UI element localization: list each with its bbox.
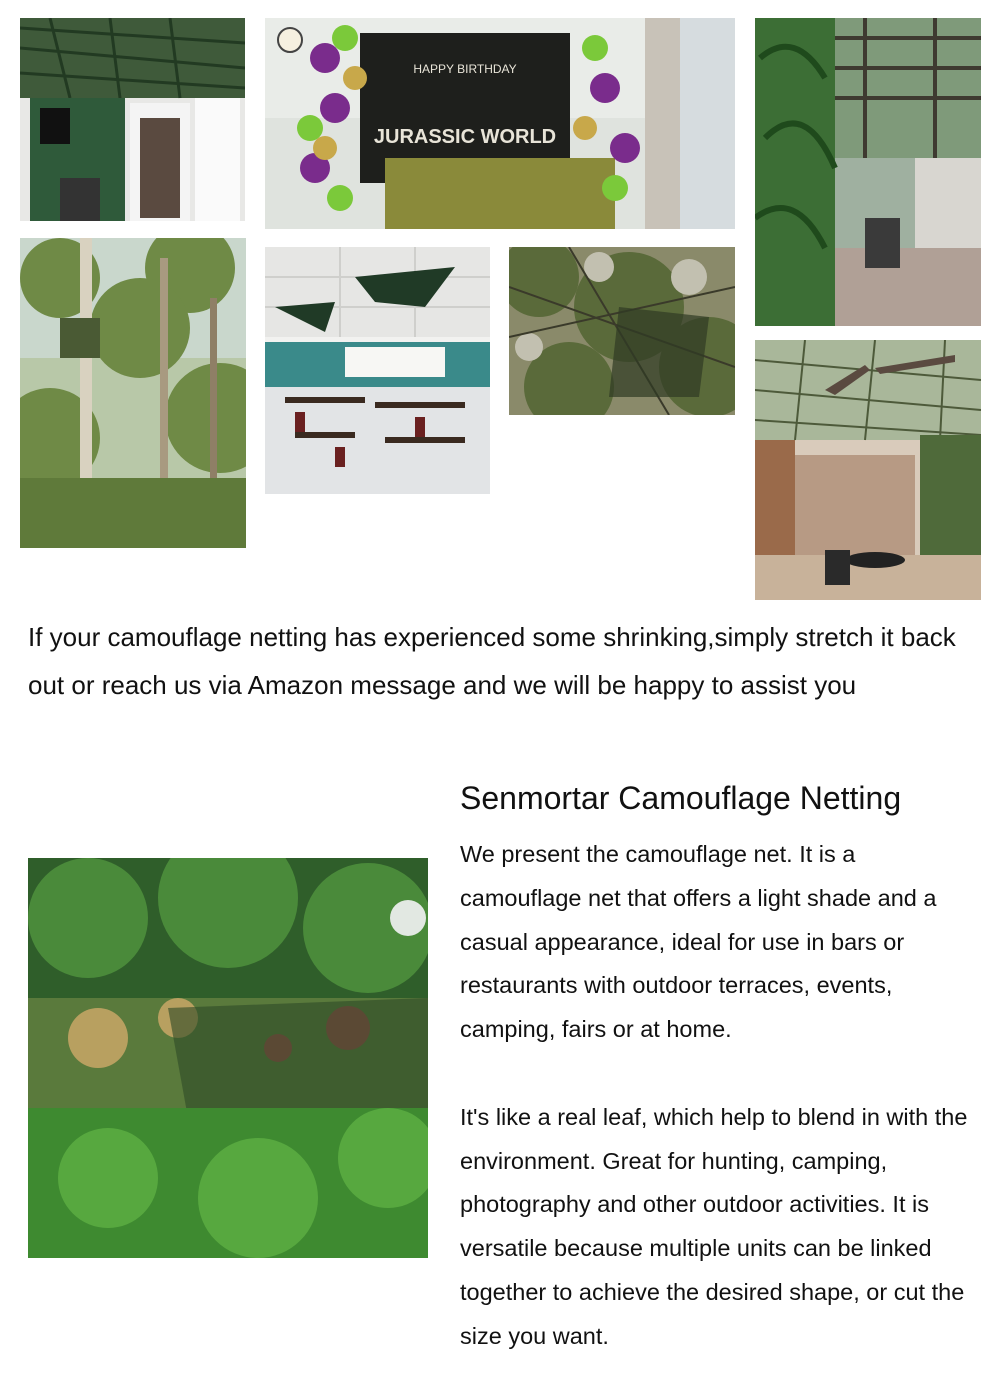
description-paragraph-1: We present the camouflage net. It is a camouflage net that offers a light shade and a casual appearance, ideal for use in bars or restaurants with outdoor terraces, events, camping, fairs or at home. — [460, 841, 937, 1043]
product-description — [460, 833, 970, 1359]
photo-forest-trees — [20, 238, 246, 548]
shrinkage-notice: If your camouflage netting has experienced some shrinking,simply stretch it back out or reach us via Amazon message and we will be happy to assist you — [28, 622, 956, 700]
photo-net-in-bushes — [509, 247, 735, 415]
photo-classroom — [265, 247, 490, 494]
product-title: Senmortar Camouflage Netting — [460, 780, 902, 816]
photo-patio-fan — [755, 340, 981, 600]
party-sign-text: JURASSIC WORLD — [373, 126, 557, 148]
party-banner-text: HAPPY BIRTHDAY — [413, 62, 517, 76]
photo-pergola-terrace — [755, 18, 981, 326]
photo-camo-doorway — [20, 18, 245, 221]
description-paragraph-2: It's like a real leaf, which help to blend in with the environment. Great for hunting, camping, photography and other outdoor activities. It is versatile because multiple units can be linked together to achieve the desired shape, or cut the size you want. — [460, 1103, 968, 1349]
photo-party-backdrop — [265, 18, 735, 229]
photo-netting-greenery — [28, 858, 428, 1258]
